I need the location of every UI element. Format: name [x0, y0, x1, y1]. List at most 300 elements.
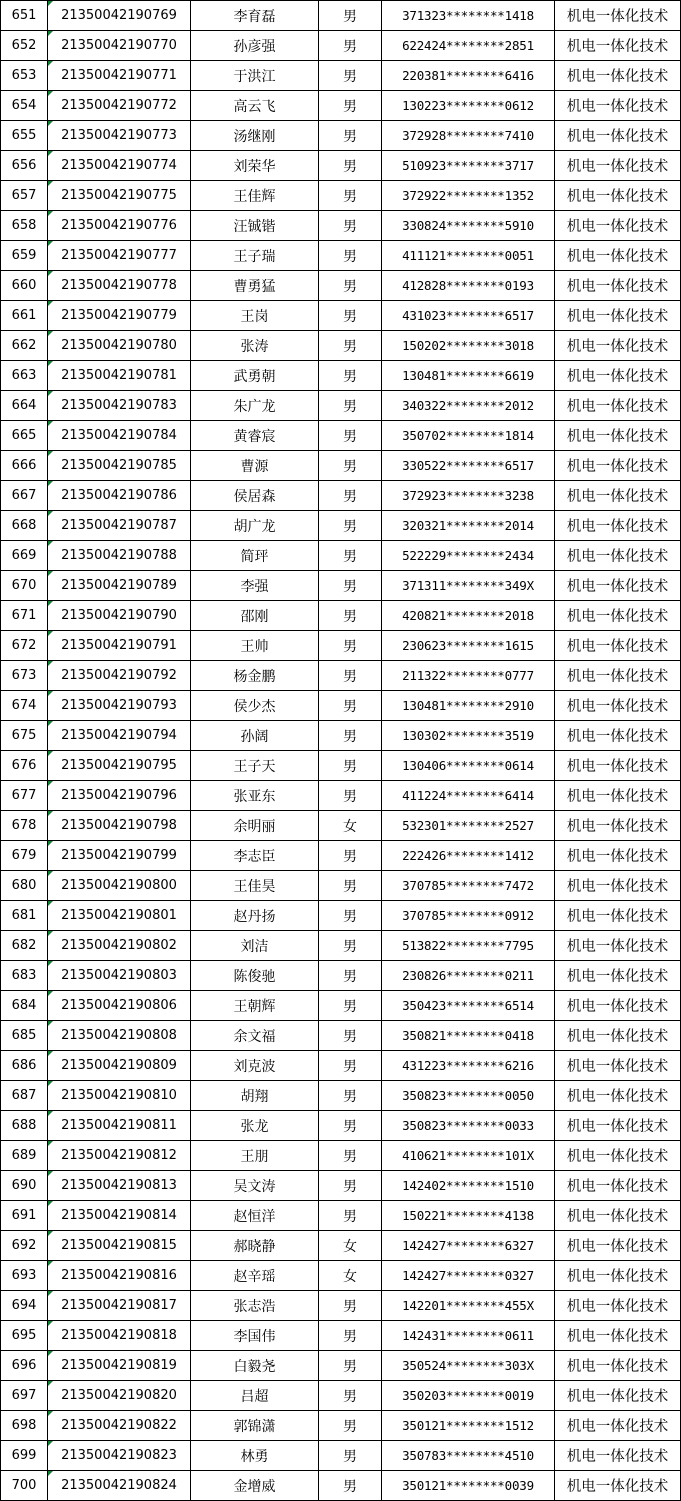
- exam-id-cell: 21350042190796: [48, 781, 191, 811]
- table-row: [1, 1051, 681, 1081]
- id-number-cell: 130406********0614: [382, 751, 555, 781]
- major-cell: 机电一体化技术: [555, 571, 681, 601]
- gender-cell: 男: [319, 1141, 382, 1171]
- row-number-cell: 669: [1, 541, 48, 571]
- id-number-cell: 350121********1512: [382, 1411, 555, 1441]
- name-cell: 王岗: [191, 301, 319, 331]
- table-row: [1, 751, 681, 781]
- major-cell: 机电一体化技术: [555, 1171, 681, 1201]
- exam-id-cell: 21350042190781: [48, 361, 191, 391]
- row-number-cell: 658: [1, 211, 48, 241]
- major-cell: 机电一体化技术: [555, 511, 681, 541]
- exam-id-cell: 21350042190772: [48, 91, 191, 121]
- id-number-cell: 420821********2018: [382, 601, 555, 631]
- major-cell: 机电一体化技术: [555, 1441, 681, 1471]
- exam-id-cell: 21350042190815: [48, 1231, 191, 1261]
- row-number-cell: 668: [1, 511, 48, 541]
- name-cell: 吕超: [191, 1381, 319, 1411]
- gender-cell: 男: [319, 1201, 382, 1231]
- exam-id-cell: 21350042190786: [48, 481, 191, 511]
- id-number-cell: 410621********101X: [382, 1141, 555, 1171]
- exam-id-cell: 21350042190788: [48, 541, 191, 571]
- row-number-cell: 664: [1, 391, 48, 421]
- table-row: [1, 421, 681, 451]
- table-row: [1, 691, 681, 721]
- name-cell: 李志臣: [191, 841, 319, 871]
- major-cell: 机电一体化技术: [555, 181, 681, 211]
- exam-id-cell: 21350042190773: [48, 121, 191, 151]
- id-number-cell: 350823********0033: [382, 1111, 555, 1141]
- row-number-cell: 697: [1, 1381, 48, 1411]
- exam-id-cell: 21350042190802: [48, 931, 191, 961]
- id-number-cell: 320321********2014: [382, 511, 555, 541]
- exam-id-cell: 21350042190798: [48, 811, 191, 841]
- gender-cell: 男: [319, 361, 382, 391]
- gender-cell: 男: [319, 991, 382, 1021]
- exam-id-cell: 21350042190774: [48, 151, 191, 181]
- gender-cell: 男: [319, 1021, 382, 1051]
- gender-cell: 男: [319, 1381, 382, 1411]
- table-row: [1, 901, 681, 931]
- major-cell: 机电一体化技术: [555, 1351, 681, 1381]
- exam-id-cell: 21350042190808: [48, 1021, 191, 1051]
- major-cell: 机电一体化技术: [555, 691, 681, 721]
- gender-cell: 男: [319, 541, 382, 571]
- major-cell: 机电一体化技术: [555, 1141, 681, 1171]
- major-cell: 机电一体化技术: [555, 61, 681, 91]
- id-number-cell: 330824********5910: [382, 211, 555, 241]
- row-number-cell: 692: [1, 1231, 48, 1261]
- table-row: [1, 661, 681, 691]
- row-number-cell: 660: [1, 271, 48, 301]
- name-cell: 张亚东: [191, 781, 319, 811]
- id-number-cell: 431023********6517: [382, 301, 555, 331]
- table-row: [1, 301, 681, 331]
- row-number-cell: 667: [1, 481, 48, 511]
- exam-id-cell: 21350042190787: [48, 511, 191, 541]
- major-cell: 机电一体化技术: [555, 811, 681, 841]
- exam-id-cell: 21350042190799: [48, 841, 191, 871]
- exam-id-cell: 21350042190816: [48, 1261, 191, 1291]
- id-number-cell: 370785********7472: [382, 871, 555, 901]
- major-cell: 机电一体化技术: [555, 31, 681, 61]
- table-row: [1, 1261, 681, 1291]
- major-cell: 机电一体化技术: [555, 931, 681, 961]
- row-number-cell: 695: [1, 1321, 48, 1351]
- row-number-cell: 677: [1, 781, 48, 811]
- id-number-cell: 230623********1615: [382, 631, 555, 661]
- row-number-cell: 657: [1, 181, 48, 211]
- name-cell: 张涛: [191, 331, 319, 361]
- major-cell: 机电一体化技术: [555, 121, 681, 151]
- exam-id-cell: 21350042190793: [48, 691, 191, 721]
- name-cell: 张龙: [191, 1111, 319, 1141]
- id-number-cell: 522229********2434: [382, 541, 555, 571]
- gender-cell: 男: [319, 1351, 382, 1381]
- row-number-cell: 653: [1, 61, 48, 91]
- table-row: [1, 871, 681, 901]
- table-row: [1, 1141, 681, 1171]
- name-cell: 王帅: [191, 631, 319, 661]
- table-row: [1, 361, 681, 391]
- exam-id-cell: 21350042190785: [48, 451, 191, 481]
- table-row: [1, 121, 681, 151]
- gender-cell: 男: [319, 871, 382, 901]
- table-row: [1, 1201, 681, 1231]
- gender-cell: 男: [319, 451, 382, 481]
- id-number-cell: 622424********2851: [382, 31, 555, 61]
- id-number-cell: 340322********2012: [382, 391, 555, 421]
- table-row: [1, 331, 681, 361]
- exam-id-cell: 21350042190769: [48, 1, 191, 31]
- exam-id-cell: 21350042190824: [48, 1471, 191, 1501]
- major-cell: 机电一体化技术: [555, 211, 681, 241]
- row-number-cell: 670: [1, 571, 48, 601]
- table-row: [1, 1, 681, 31]
- major-cell: 机电一体化技术: [555, 1411, 681, 1441]
- row-number-cell: 675: [1, 721, 48, 751]
- row-number-cell: 694: [1, 1291, 48, 1321]
- table-row: [1, 1111, 681, 1141]
- name-cell: 王子天: [191, 751, 319, 781]
- major-cell: 机电一体化技术: [555, 961, 681, 991]
- name-cell: 金增威: [191, 1471, 319, 1501]
- major-cell: 机电一体化技术: [555, 151, 681, 181]
- gender-cell: 男: [319, 901, 382, 931]
- name-cell: 王朝辉: [191, 991, 319, 1021]
- table-row: [1, 721, 681, 751]
- gender-cell: 男: [319, 271, 382, 301]
- id-number-cell: 230826********0211: [382, 961, 555, 991]
- gender-cell: 男: [319, 91, 382, 121]
- id-number-cell: 350783********4510: [382, 1441, 555, 1471]
- gender-cell: 女: [319, 1231, 382, 1261]
- major-cell: 机电一体化技术: [555, 1261, 681, 1291]
- id-number-cell: 412828********0193: [382, 271, 555, 301]
- major-cell: 机电一体化技术: [555, 91, 681, 121]
- table-row: [1, 271, 681, 301]
- name-cell: 余明丽: [191, 811, 319, 841]
- gender-cell: 男: [319, 661, 382, 691]
- table-row: [1, 31, 681, 61]
- gender-cell: 男: [319, 181, 382, 211]
- id-number-cell: 532301********2527: [382, 811, 555, 841]
- name-cell: 杨金鹏: [191, 661, 319, 691]
- id-number-cell: 220381********6416: [382, 61, 555, 91]
- row-number-cell: 682: [1, 931, 48, 961]
- name-cell: 白毅尧: [191, 1351, 319, 1381]
- exam-id-cell: 21350042190780: [48, 331, 191, 361]
- row-number-cell: 652: [1, 31, 48, 61]
- gender-cell: 男: [319, 391, 382, 421]
- major-cell: 机电一体化技术: [555, 631, 681, 661]
- name-cell: 黄睿宸: [191, 421, 319, 451]
- table-row: [1, 481, 681, 511]
- row-number-cell: 680: [1, 871, 48, 901]
- name-cell: 赵辛瑶: [191, 1261, 319, 1291]
- table-row: [1, 1171, 681, 1201]
- row-number-cell: 676: [1, 751, 48, 781]
- row-number-cell: 698: [1, 1411, 48, 1441]
- gender-cell: 男: [319, 121, 382, 151]
- gender-cell: 男: [319, 61, 382, 91]
- name-cell: 高云飞: [191, 91, 319, 121]
- row-number-cell: 651: [1, 1, 48, 31]
- exam-id-cell: 21350042190779: [48, 301, 191, 331]
- major-cell: 机电一体化技术: [555, 721, 681, 751]
- name-cell: 王佳昊: [191, 871, 319, 901]
- row-number-cell: 683: [1, 961, 48, 991]
- row-number-cell: 685: [1, 1021, 48, 1051]
- gender-cell: 男: [319, 961, 382, 991]
- id-number-cell: 350823********0050: [382, 1081, 555, 1111]
- table-row: [1, 241, 681, 271]
- major-cell: 机电一体化技术: [555, 481, 681, 511]
- id-number-cell: 130302********3519: [382, 721, 555, 751]
- major-cell: 机电一体化技术: [555, 661, 681, 691]
- major-cell: 机电一体化技术: [555, 1081, 681, 1111]
- id-number-cell: 150202********3018: [382, 331, 555, 361]
- name-cell: 侯居森: [191, 481, 319, 511]
- exam-id-cell: 21350042190784: [48, 421, 191, 451]
- exam-id-cell: 21350042190806: [48, 991, 191, 1021]
- table-row: [1, 1021, 681, 1051]
- id-number-cell: 142431********0611: [382, 1321, 555, 1351]
- id-number-cell: 350702********1814: [382, 421, 555, 451]
- id-number-cell: 350203********0019: [382, 1381, 555, 1411]
- row-number-cell: 663: [1, 361, 48, 391]
- id-number-cell: 371323********1418: [382, 1, 555, 31]
- table-row: [1, 781, 681, 811]
- table-row: [1, 601, 681, 631]
- gender-cell: 男: [319, 691, 382, 721]
- row-number-cell: 672: [1, 631, 48, 661]
- gender-cell: 女: [319, 811, 382, 841]
- gender-cell: 男: [319, 1291, 382, 1321]
- name-cell: 侯少杰: [191, 691, 319, 721]
- table-row: [1, 811, 681, 841]
- name-cell: 于洪江: [191, 61, 319, 91]
- name-cell: 郝晓静: [191, 1231, 319, 1261]
- name-cell: 刘荣华: [191, 151, 319, 181]
- gender-cell: 男: [319, 511, 382, 541]
- table-row: [1, 1291, 681, 1321]
- id-number-cell: 142402********1510: [382, 1171, 555, 1201]
- row-number-cell: 688: [1, 1111, 48, 1141]
- row-number-cell: 662: [1, 331, 48, 361]
- gender-cell: 男: [319, 751, 382, 781]
- name-cell: 李强: [191, 571, 319, 601]
- id-number-cell: 350121********0039: [382, 1471, 555, 1501]
- gender-cell: 男: [319, 841, 382, 871]
- exam-id-cell: 21350042190803: [48, 961, 191, 991]
- gender-cell: 男: [319, 721, 382, 751]
- id-number-cell: 330522********6517: [382, 451, 555, 481]
- exam-id-cell: 21350042190809: [48, 1051, 191, 1081]
- major-cell: 机电一体化技术: [555, 601, 681, 631]
- id-number-cell: 372922********1352: [382, 181, 555, 211]
- gender-cell: 男: [319, 1051, 382, 1081]
- gender-cell: 男: [319, 1081, 382, 1111]
- table-row: [1, 211, 681, 241]
- name-cell: 孙阔: [191, 721, 319, 751]
- major-cell: 机电一体化技术: [555, 1021, 681, 1051]
- exam-id-cell: 21350042190819: [48, 1351, 191, 1381]
- name-cell: 刘洁: [191, 931, 319, 961]
- id-number-cell: 142201********455X: [382, 1291, 555, 1321]
- name-cell: 汤继刚: [191, 121, 319, 151]
- table-row: [1, 391, 681, 421]
- id-number-cell: 130481********6619: [382, 361, 555, 391]
- row-number-cell: 691: [1, 1201, 48, 1231]
- table-row: [1, 1411, 681, 1441]
- major-cell: 机电一体化技术: [555, 271, 681, 301]
- row-number-cell: 687: [1, 1081, 48, 1111]
- gender-cell: 男: [319, 631, 382, 661]
- table-row: [1, 1351, 681, 1381]
- gender-cell: 男: [319, 301, 382, 331]
- exam-id-cell: 21350042190813: [48, 1171, 191, 1201]
- id-number-cell: 411224********6414: [382, 781, 555, 811]
- major-cell: 机电一体化技术: [555, 1321, 681, 1351]
- major-cell: 机电一体化技术: [555, 751, 681, 781]
- major-cell: 机电一体化技术: [555, 361, 681, 391]
- exam-id-cell: 21350042190790: [48, 601, 191, 631]
- name-cell: 曹源: [191, 451, 319, 481]
- exam-id-cell: 21350042190795: [48, 751, 191, 781]
- name-cell: 赵丹扬: [191, 901, 319, 931]
- id-number-cell: 510923********3717: [382, 151, 555, 181]
- id-number-cell: 513822********7795: [382, 931, 555, 961]
- gender-cell: 男: [319, 781, 382, 811]
- name-cell: 刘克波: [191, 1051, 319, 1081]
- gender-cell: 女: [319, 1261, 382, 1291]
- gender-cell: 男: [319, 601, 382, 631]
- row-number-cell: 681: [1, 901, 48, 931]
- exam-id-cell: 21350042190823: [48, 1441, 191, 1471]
- exam-id-cell: 21350042190776: [48, 211, 191, 241]
- table-row: [1, 511, 681, 541]
- exam-id-cell: 21350042190778: [48, 271, 191, 301]
- gender-cell: 男: [319, 151, 382, 181]
- id-number-cell: 130223********0612: [382, 91, 555, 121]
- major-cell: 机电一体化技术: [555, 1051, 681, 1081]
- row-number-cell: 656: [1, 151, 48, 181]
- id-number-cell: 372923********3238: [382, 481, 555, 511]
- row-number-cell: 673: [1, 661, 48, 691]
- row-number-cell: 666: [1, 451, 48, 481]
- major-cell: 机电一体化技术: [555, 871, 681, 901]
- gender-cell: 男: [319, 1471, 382, 1501]
- major-cell: 机电一体化技术: [555, 841, 681, 871]
- name-cell: 武勇朝: [191, 361, 319, 391]
- table-row: [1, 181, 681, 211]
- name-cell: 胡翔: [191, 1081, 319, 1111]
- id-number-cell: 371311********349X: [382, 571, 555, 601]
- name-cell: 邵刚: [191, 601, 319, 631]
- gender-cell: 男: [319, 1, 382, 31]
- major-cell: 机电一体化技术: [555, 421, 681, 451]
- row-number-cell: 674: [1, 691, 48, 721]
- exam-id-cell: 21350042190791: [48, 631, 191, 661]
- name-cell: 汪铖锴: [191, 211, 319, 241]
- exam-id-cell: 21350042190771: [48, 61, 191, 91]
- name-cell: 曹勇猛: [191, 271, 319, 301]
- gender-cell: 男: [319, 1411, 382, 1441]
- major-cell: 机电一体化技术: [555, 241, 681, 271]
- id-number-cell: 142427********6327: [382, 1231, 555, 1261]
- gender-cell: 男: [319, 1441, 382, 1471]
- table-row: [1, 61, 681, 91]
- gender-cell: 男: [319, 1111, 382, 1141]
- name-cell: 王佳辉: [191, 181, 319, 211]
- table-row: [1, 1081, 681, 1111]
- id-number-cell: 130481********2910: [382, 691, 555, 721]
- gender-cell: 男: [319, 931, 382, 961]
- table-row: [1, 931, 681, 961]
- gender-cell: 男: [319, 1321, 382, 1351]
- row-number-cell: 654: [1, 91, 48, 121]
- exam-id-cell: 21350042190775: [48, 181, 191, 211]
- name-cell: 王子瑞: [191, 241, 319, 271]
- row-number-cell: 689: [1, 1141, 48, 1171]
- id-number-cell: 372928********7410: [382, 121, 555, 151]
- row-number-cell: 679: [1, 841, 48, 871]
- major-cell: 机电一体化技术: [555, 781, 681, 811]
- id-number-cell: 150221********4138: [382, 1201, 555, 1231]
- table-row: [1, 961, 681, 991]
- gender-cell: 男: [319, 421, 382, 451]
- major-cell: 机电一体化技术: [555, 991, 681, 1021]
- exam-id-cell: 21350042190822: [48, 1411, 191, 1441]
- gender-cell: 男: [319, 241, 382, 271]
- exam-id-cell: 21350042190814: [48, 1201, 191, 1231]
- id-number-cell: 222426********1412: [382, 841, 555, 871]
- row-number-cell: 678: [1, 811, 48, 841]
- exam-id-cell: 21350042190817: [48, 1291, 191, 1321]
- table-row: [1, 991, 681, 1021]
- table-row: [1, 571, 681, 601]
- id-number-cell: 211322********0777: [382, 661, 555, 691]
- exam-id-cell: 21350042190810: [48, 1081, 191, 1111]
- name-cell: 胡广龙: [191, 511, 319, 541]
- id-number-cell: 350423********6514: [382, 991, 555, 1021]
- major-cell: 机电一体化技术: [555, 541, 681, 571]
- id-number-cell: 142427********0327: [382, 1261, 555, 1291]
- table-body: [1, 1, 681, 1501]
- exam-id-cell: 21350042190777: [48, 241, 191, 271]
- exam-id-cell: 21350042190770: [48, 31, 191, 61]
- row-number-cell: 655: [1, 121, 48, 151]
- name-cell: 林勇: [191, 1441, 319, 1471]
- row-number-cell: 661: [1, 301, 48, 331]
- name-cell: 李育磊: [191, 1, 319, 31]
- name-cell: 陈俊驰: [191, 961, 319, 991]
- exam-id-cell: 21350042190818: [48, 1321, 191, 1351]
- exam-id-cell: 21350042190811: [48, 1111, 191, 1141]
- gender-cell: 男: [319, 571, 382, 601]
- name-cell: 张志浩: [191, 1291, 319, 1321]
- exam-id-cell: 21350042190820: [48, 1381, 191, 1411]
- table-row: [1, 151, 681, 181]
- table-row: [1, 91, 681, 121]
- table-row: [1, 1231, 681, 1261]
- major-cell: 机电一体化技术: [555, 1291, 681, 1321]
- id-number-cell: 350821********0418: [382, 1021, 555, 1051]
- row-number-cell: 665: [1, 421, 48, 451]
- exam-id-cell: 21350042190794: [48, 721, 191, 751]
- table-row: [1, 841, 681, 871]
